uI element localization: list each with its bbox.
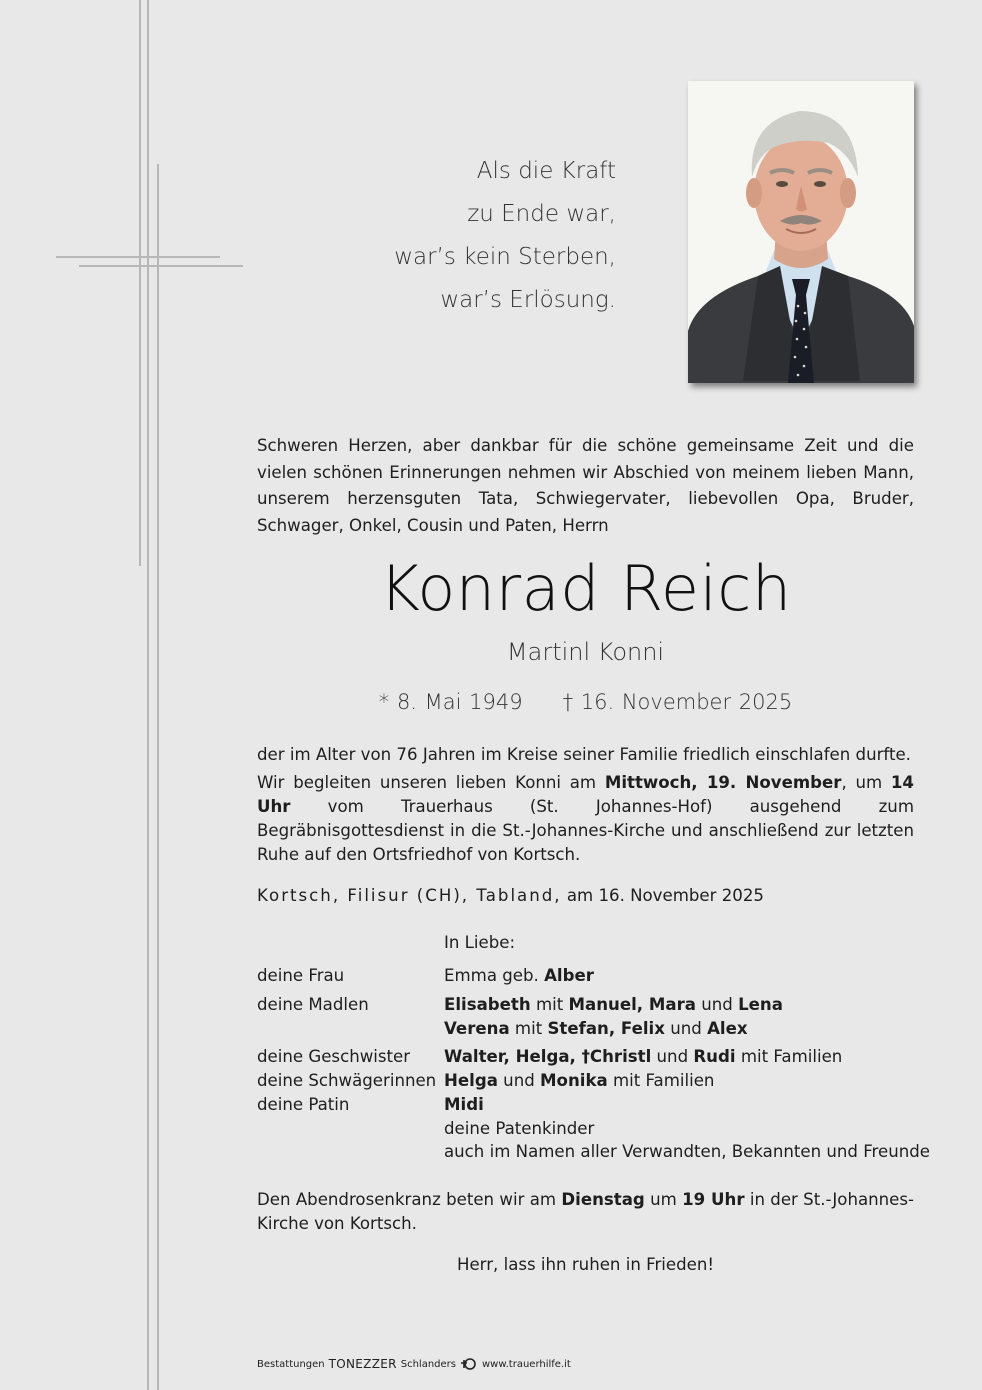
rosary-part2: um <box>644 1190 683 1209</box>
rosary-time: 19 Uhr <box>682 1190 745 1209</box>
family-godchildren: deine Patenkinder <box>444 1119 595 1138</box>
intro-text: Schweren Herzen, aber dankbar für die schöne gemeinsame Zeit und die vielen schönen Erinnerungen nehmen wir Abschied von meinem lieben Mann, unserem herzensguten Tata, Schwiegervater, liebevollen Opa, Bruder, Schwager, Onkel, Cousin und Paten, Herrn <box>257 436 914 535</box>
sisters-b: Monika <box>540 1071 608 1090</box>
relation-godmother: deine Patin <box>257 1095 350 1114</box>
deceased-name: Konrad Reich <box>379 552 792 625</box>
siblings-and: und <box>651 1047 694 1066</box>
memorial-quote <box>394 150 616 322</box>
funeral-text <box>257 771 914 867</box>
death-date: † 16. November 2025 <box>562 690 793 714</box>
funeral-announcement <box>257 743 914 867</box>
footer-suffix: Schlanders <box>400 1358 456 1370</box>
siblings-rest: mit Familien <box>735 1047 843 1066</box>
daughter1-mid: mit <box>530 995 569 1014</box>
funeral-time: 14 Uhr <box>257 773 914 816</box>
rosary-text <box>257 1188 914 1236</box>
siblings-b: Rudi <box>693 1047 736 1066</box>
relation-sisters-in-law: deine Schwägerinnen <box>257 1071 437 1090</box>
daughter1-name: Elisabeth <box>444 995 531 1014</box>
sisters-and: und <box>497 1071 541 1090</box>
family-daughter-2 <box>444 1019 748 1038</box>
footer-prefix: Bestattungen <box>257 1358 325 1370</box>
rosary-part3: in der St.-Johannes-Kirche von Kortsch. <box>257 1190 915 1233</box>
family-daughter-1 <box>444 995 783 1014</box>
relation-siblings: deine Geschwister <box>257 1047 411 1066</box>
godmother-name: Midi <box>444 1095 484 1114</box>
mourners-heading: In Liebe: <box>444 933 516 952</box>
funeral-day: Mittwoch, 19. November <box>604 773 842 792</box>
wife-pre: Emma geb. <box>444 966 545 985</box>
trauerhilfe-logo-icon <box>460 1357 478 1371</box>
family-wife <box>444 966 594 985</box>
sisters-a: Helga <box>444 1071 498 1090</box>
daughter2-last: Alex <box>707 1019 748 1038</box>
place-and-date <box>257 886 764 905</box>
deceased-nickname: Martinl Konni <box>506 638 665 666</box>
daughter2-mid: mit <box>509 1019 548 1038</box>
family-sisters-in-law <box>444 1071 714 1090</box>
family-relatives: auch im Namen aller Verwandten, Bekannten und Freunde <box>444 1142 930 1161</box>
daughter1-and: und <box>695 995 739 1014</box>
daughter2-and: und <box>664 1019 708 1038</box>
cross-horizontal-line-a <box>56 256 220 258</box>
family-siblings <box>444 1047 842 1066</box>
funeral-text-part3: vom Trauerhaus (St. Johannes-Hof) ausgehend zum Begräbnisgottesdienst in die St.-Johannes-Kirche und anschließend zur letzten Ruhe auf den Ortsfriedhof von Kortsch. <box>257 797 914 864</box>
life-dates <box>257 690 914 714</box>
family-godmother <box>444 1095 484 1114</box>
rosary-part1: Den Abendrosenkranz beten wir am <box>257 1190 562 1209</box>
birth-date: * 8. Mai 1949 <box>378 690 523 714</box>
portrait-illustration <box>688 81 914 383</box>
funeral-text-part1: Wir begleiten unseren lieben Konni am <box>257 773 605 792</box>
cross-horizontal-line-b <box>79 265 243 267</box>
quote-line-1: Als die Kraft <box>476 158 616 184</box>
footer-brand: TONEZZER <box>328 1357 397 1371</box>
cross-vertical-line-a <box>139 0 141 566</box>
quote-line-4: war’s Erlösung. <box>440 287 616 313</box>
daughter1-family: Manuel, Mara <box>568 995 696 1014</box>
place-date: am 16. November 2025 <box>566 886 764 905</box>
portrait-photo <box>688 81 914 383</box>
footer-website[interactable]: www.trauerhilfe.it <box>482 1358 571 1370</box>
daughter2-name: Verena <box>444 1019 510 1038</box>
quote-line-2: zu Ende war, <box>467 201 616 227</box>
relation-wife: deine Frau <box>257 966 345 985</box>
passing-text: der im Alter von 76 Jahren im Kreise seiner Familie friedlich einschlafen durfte. <box>257 745 911 764</box>
cross-vertical-line-b <box>157 164 159 1390</box>
footer <box>257 1357 571 1371</box>
quote-line-3: war’s kein Sterben, <box>394 244 616 270</box>
wife-name: Alber <box>544 966 594 985</box>
daughter2-family: Stefan, Felix <box>547 1019 665 1038</box>
place-towns: Kortsch, Filisur (CH), Tabland, <box>257 886 562 905</box>
sisters-rest: mit Familien <box>607 1071 715 1090</box>
daughter1-last: Lena <box>738 995 783 1014</box>
funeral-text-part2: , um <box>841 773 891 792</box>
left-vertical-line-long <box>147 0 149 1390</box>
siblings-a: Walter, Helga, †Christl <box>444 1047 652 1066</box>
rosary-day: Dienstag <box>561 1190 645 1209</box>
relation-daughters: deine Madlen <box>257 995 369 1014</box>
closing-prayer: Herr, lass ihn ruhen in Frieden! <box>457 1255 714 1274</box>
